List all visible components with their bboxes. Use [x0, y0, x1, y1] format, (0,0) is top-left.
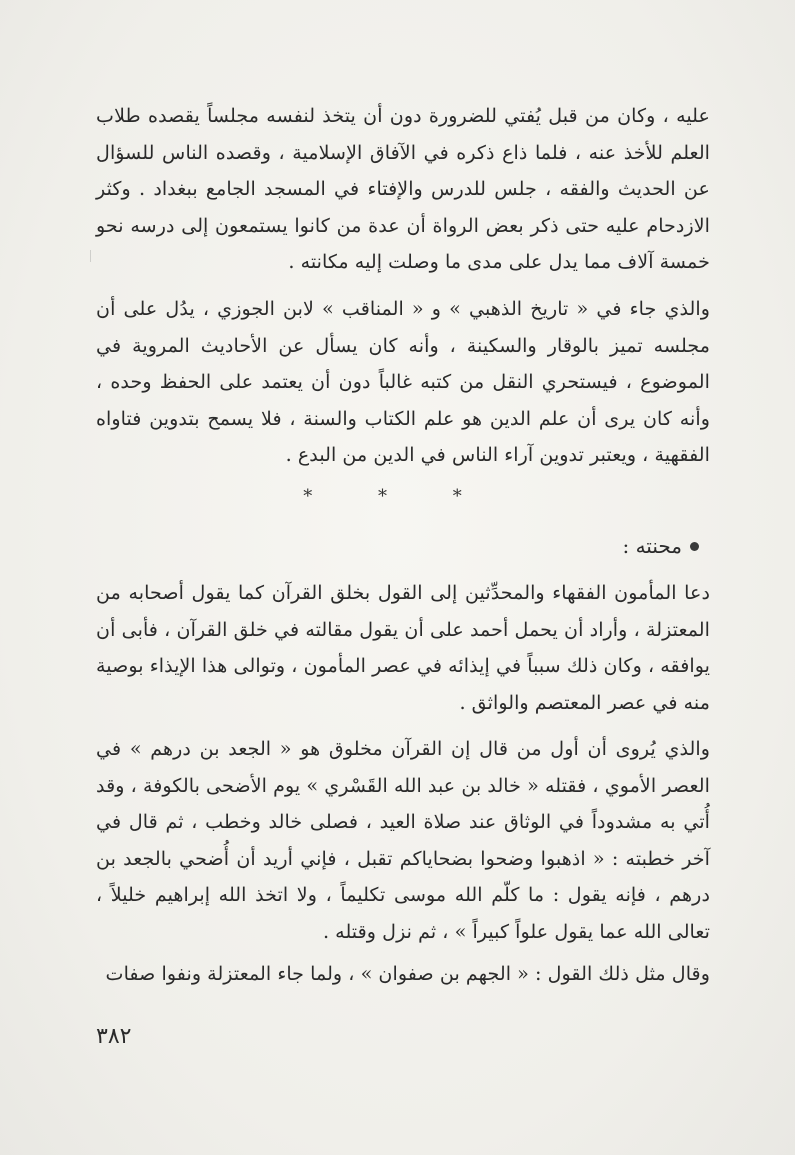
section-heading-text: محنته :: [622, 534, 682, 558]
paragraph-3: [96, 575, 710, 721]
paragraph-1-text: عليه ، وكان من قبل يُفتي للضرورة دون أن يتخذ لنفسه مجلساً يقصده طلاب العلم للأخذ عنه ، فلما ذاع ذكره في الآفاق الإسلامية ، وقصده الناس للسؤال عن الحديث والفقه ، جلس للدرس والإفتاء في المسجد الجامع ببغداد . وكثر الازدحام عليه حتى ذكر بعض الرواة أن عدة من كانوا يستمعون إلى درسه نحو خمسة آلاف مما يدل على مدى ما وصلت إليه مكانته .: [96, 104, 710, 273]
section-heading: [622, 530, 699, 562]
scan-mark: [90, 250, 91, 262]
page-number: ٣٨٢: [96, 1024, 132, 1049]
paragraph-5: [96, 956, 710, 993]
paragraph-1: [96, 98, 710, 281]
paragraph-2: [96, 291, 710, 474]
paragraph-3-text: دعا المأمون الفقهاء والمحدِّثين إلى القول بخلق القرآن كما يقول أصحابه من المعتزلة ، وأراد أن يحمل أحمد على أن يقول مقالته في خلق القرآن ، فأبى أن يوافقه ، وكان ذلك سبباً في إيذائه في عصر المأمون ، وتوالى هذا الإيذاء بوصية منه في عصر المعتصم والواثق .: [96, 581, 710, 714]
paragraph-4: [96, 731, 710, 950]
paragraph-2-text: والذي جاء في « تاريخ الذهبي » و « المناقب » لابن الجوزي ، يدُل على أن مجلسه تميز بالوقار والسكينة ، وأنه كان يسأل عن الأحاديث المروية في الموضوع ، فيستحري النقل من كتبه غالباً دون أن يعتمد على الحفظ وحده ، وأنه كان يرى أن علم الدين هو علم الكتاب والسنة ، فلا يسمح بتدوين فتاواه الفقهية ، ويعتبر تدوين آراء الناس في الدين من البدع .: [96, 297, 710, 466]
paragraph-4-text: والذي يُروى أن أول من قال إن القرآن مخلوق هو « الجعد بن درهم » في العصر الأموي ، فقتله « خالد بن عبد الله القَسْري » يوم الأضحى بالكوفة ، وقد أُتي به مشدوداً في الوثاق عند صلاة العيد ، فصلى خالد وخطب ، ثم قال في آخر خطبته : « اذهبوا وضحوا بضحاياكم تقبل ، فإني أريد أن أُضحي بالجعد بن درهم ، فإنه يقول : ما كلّم الله موسى تكليماً ، ولا اتخذ الله إبراهيم خليلاً ، تعالى الله عما يقول علواً كبيراً » ، ثم نزل وقتله .: [96, 737, 710, 943]
paragraph-5-text: وقال مثل ذلك القول : « الجهم بن صفوان » ، ولما جاء المعتزلة ونفوا صفات: [105, 962, 710, 985]
section-divider: * * *: [303, 486, 492, 507]
bullet-icon: [690, 542, 699, 551]
